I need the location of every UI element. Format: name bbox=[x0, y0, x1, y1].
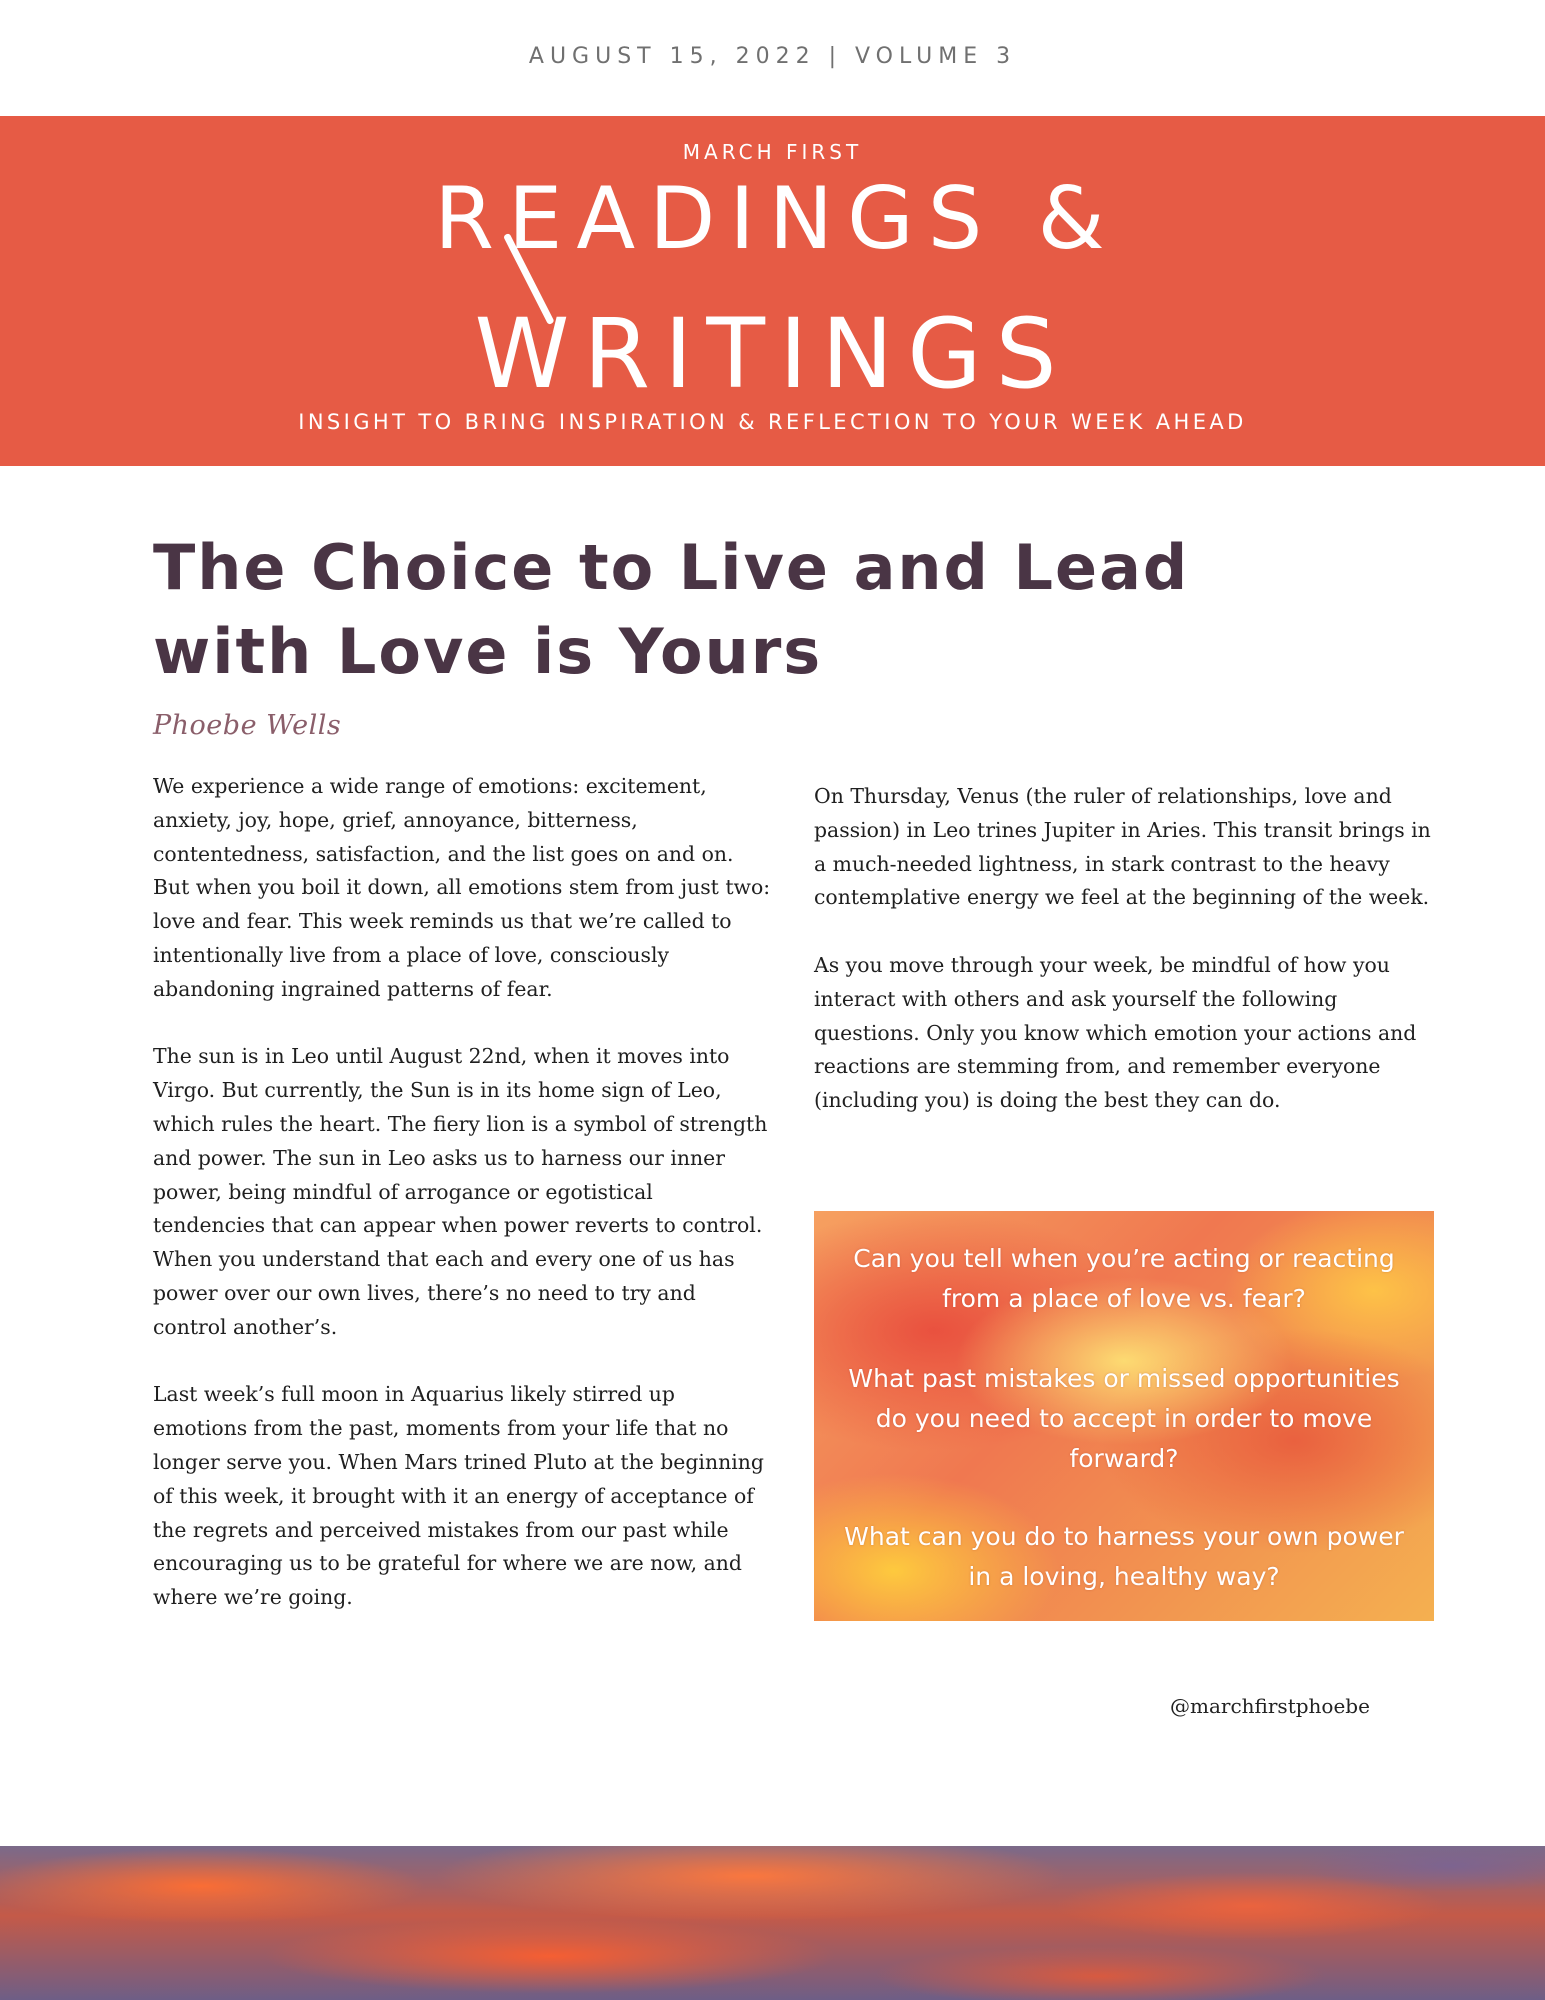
body-paragraph: As you move through your week, be mindful of how you interact with others and ask yourself the following questions. Only you know which emotion your actions and reactions are stemming from, and remember everyone (including you) is doing the best they can do. bbox=[814, 952, 1417, 1113]
masthead-kicker: MARCH FIRST bbox=[682, 140, 863, 164]
article-right-column bbox=[814, 780, 1434, 1152]
masthead-title-line-2: WRITINGS bbox=[474, 298, 1071, 410]
masthead-tagline: INSIGHT TO BRING INSPIRATION & REFLECTION TO YOUR WEEK AHEAD bbox=[298, 410, 1247, 434]
article-headline: The Choice to Live and Lead with Love is Yours bbox=[153, 531, 1190, 688]
reflection-questions-box bbox=[814, 1211, 1434, 1621]
article-left-column bbox=[153, 770, 771, 1649]
article-author: Phoebe Wells bbox=[153, 710, 342, 741]
body-paragraph: The sun is in Leo until August 22nd, when it moves into Virgo. But currently, the Sun is in its home sign of Leo, which rules the heart. The fiery lion is a symbol of strength and power. The sun in Leo asks us to harness our inner power, being mindful of arrogance or egotistical tendencies that can appear when power reverts to control. When you understand that each and every one of us has power over our own lives, there’s no need to try and control another’s. bbox=[153, 1044, 768, 1339]
issue-dateline: AUGUST 15, 2022 | VOLUME 3 bbox=[528, 44, 1017, 69]
body-paragraph: On Thursday, Venus (the ruler of relationships, love and passion) in Leo trines Jupiter in Aries. This transit brings in a much-needed lightness, in stark contrast to the heavy contemplative energy we feel at the beginning of the week. bbox=[814, 784, 1431, 910]
body-paragraph: Last week’s full moon in Aquarius likely stirred up emotions from the past, moments from your life that no longer serve you. When Mars trined Pluto at the beginning of this week, it brought with it an energy of acceptance of the regrets and perceived mistakes from our past while encouraging us to be grateful for where we are now, and where we’re going. bbox=[153, 1382, 764, 1610]
body-paragraph: We experience a wide range of emotions: excitement, anxiety, joy, hope, grief, annoyance, bitterness, contentedness, satisfaction, and the list goes on and on. But when you boil it down, all emotions stem from just two: love and fear. This week reminds us that we’re called to intentionally live from a place of love, consciously abandoning ingrained patterns of fear. bbox=[153, 774, 771, 1001]
reflection-question: What past mistakes or missed opportunities do you need to accept in order to move forward? bbox=[848, 1364, 1400, 1473]
social-handle: @marchfirstphoebe bbox=[1170, 1694, 1370, 1718]
masthead-banner bbox=[0, 116, 1545, 466]
masthead-title-line-1: READINGS & bbox=[434, 169, 1119, 269]
reflection-question: Can you tell when you’re acting or reacting from a place of love vs. fear? bbox=[853, 1244, 1395, 1313]
reflection-question: What can you do to harness your own power in a loving, healthy way? bbox=[844, 1522, 1404, 1591]
sunset-sky-image bbox=[0, 1846, 1545, 2000]
